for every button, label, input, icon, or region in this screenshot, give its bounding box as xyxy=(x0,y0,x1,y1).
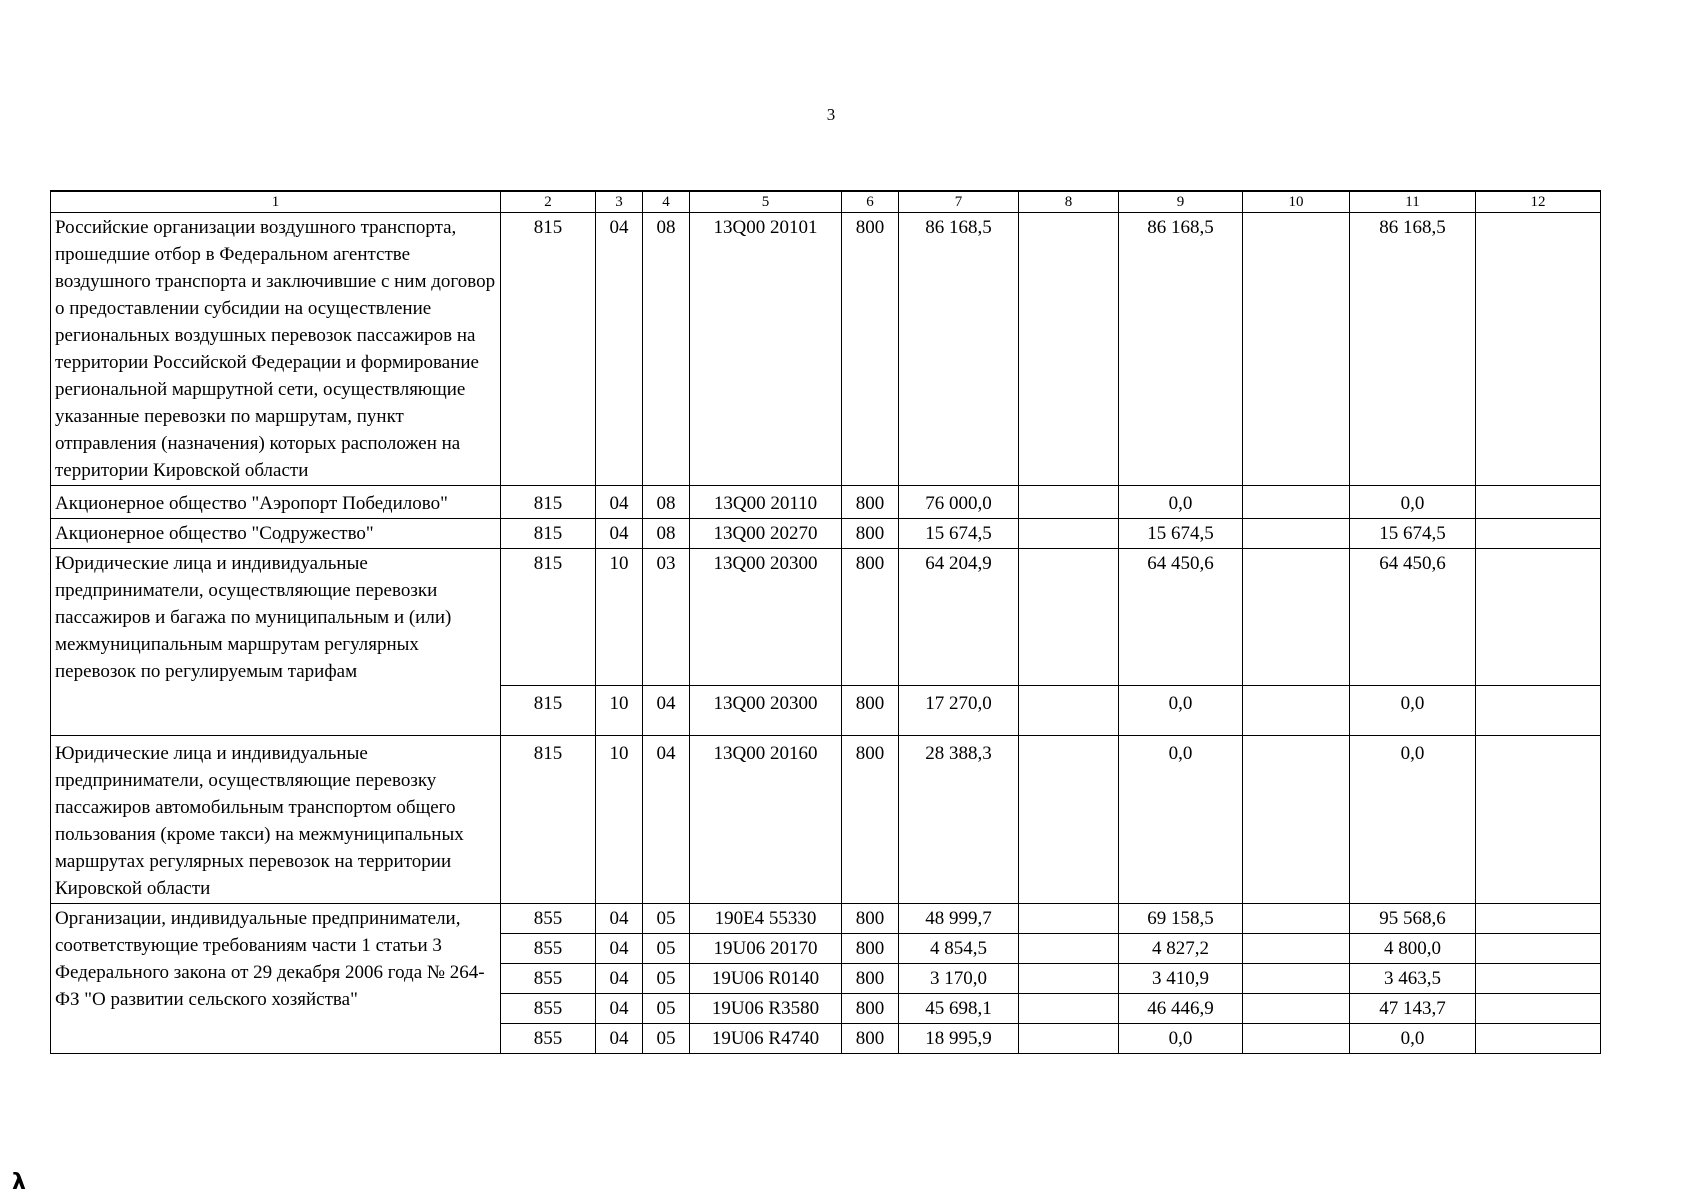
column-number: 8 xyxy=(1019,191,1119,213)
cell-col10 xyxy=(1243,934,1350,964)
cell-col4: 05 xyxy=(643,934,690,964)
column-number: 5 xyxy=(690,191,842,213)
table-row xyxy=(51,519,1601,549)
cell-col3: 10 xyxy=(596,736,643,904)
cell-col2: 815 xyxy=(501,486,596,519)
column-number: 6 xyxy=(842,191,899,213)
cell-col3: 04 xyxy=(596,934,643,964)
cell-col5: 13Q00 20160 xyxy=(690,736,842,904)
cell-col8 xyxy=(1019,486,1119,519)
cell-col7: 48 999,7 xyxy=(899,904,1019,934)
cell-col11: 0,0 xyxy=(1350,686,1476,736)
cell-col11: 4 800,0 xyxy=(1350,934,1476,964)
cell-col12 xyxy=(1476,519,1601,549)
cell-col12 xyxy=(1476,964,1601,994)
cell-col11: 86 168,5 xyxy=(1350,213,1476,486)
cell-col2: 815 xyxy=(501,686,596,736)
cell-col3: 04 xyxy=(596,904,643,934)
cell-col7: 17 270,0 xyxy=(899,686,1019,736)
cell-col7: 86 168,5 xyxy=(899,213,1019,486)
cell-col12 xyxy=(1476,686,1601,736)
cell-col4: 08 xyxy=(643,519,690,549)
cell-col3: 04 xyxy=(596,994,643,1024)
cell-col10 xyxy=(1243,486,1350,519)
column-number: 7 xyxy=(899,191,1019,213)
cell-col9: 46 446,9 xyxy=(1119,994,1243,1024)
cell-col9: 69 158,5 xyxy=(1119,904,1243,934)
cell-col4: 08 xyxy=(643,486,690,519)
column-number-row xyxy=(51,191,1601,213)
cell-col6: 800 xyxy=(842,964,899,994)
column-number: 12 xyxy=(1476,191,1601,213)
column-number: 9 xyxy=(1119,191,1243,213)
column-number: 2 xyxy=(501,191,596,213)
cell-col8 xyxy=(1019,549,1119,686)
cell-col10 xyxy=(1243,736,1350,904)
cell-col12 xyxy=(1476,213,1601,486)
cell-col12 xyxy=(1476,1024,1601,1054)
recipient-name: Организации, индивидуальные предприниматели, соответствующие требованиям части 1 статьи 3 Федерального закона от 29 декабря 2006 года № 264-ФЗ "О развитии сельского хозяйства" xyxy=(51,904,501,1054)
cell-col5: 190E4 55330 xyxy=(690,904,842,934)
cell-col11: 64 450,6 xyxy=(1350,549,1476,686)
cell-col10 xyxy=(1243,519,1350,549)
cell-col4: 05 xyxy=(643,994,690,1024)
cell-col2: 815 xyxy=(501,213,596,486)
cell-col7: 4 854,5 xyxy=(899,934,1019,964)
column-number: 4 xyxy=(643,191,690,213)
cell-col2: 815 xyxy=(501,519,596,549)
cell-col11: 0,0 xyxy=(1350,486,1476,519)
margin-mark: λ xyxy=(12,1170,26,1195)
cell-col5: 13Q00 20101 xyxy=(690,213,842,486)
column-number: 1 xyxy=(51,191,501,213)
column-number: 10 xyxy=(1243,191,1350,213)
cell-col6: 800 xyxy=(842,686,899,736)
cell-col8 xyxy=(1019,686,1119,736)
cell-col10 xyxy=(1243,994,1350,1024)
cell-col12 xyxy=(1476,994,1601,1024)
cell-col6: 800 xyxy=(842,486,899,519)
cell-col10 xyxy=(1243,686,1350,736)
cell-col6: 800 xyxy=(842,1024,899,1054)
cell-col7: 15 674,5 xyxy=(899,519,1019,549)
recipient-name: Акционерное общество "Аэропорт Победилово" xyxy=(51,486,501,519)
cell-col12 xyxy=(1476,486,1601,519)
cell-col9: 15 674,5 xyxy=(1119,519,1243,549)
cell-col9: 64 450,6 xyxy=(1119,549,1243,686)
cell-col8 xyxy=(1019,213,1119,486)
cell-col3: 04 xyxy=(596,1024,643,1054)
cell-col11: 3 463,5 xyxy=(1350,964,1476,994)
cell-col6: 800 xyxy=(842,519,899,549)
cell-col11: 47 143,7 xyxy=(1350,994,1476,1024)
cell-col5: 13Q00 20270 xyxy=(690,519,842,549)
cell-col3: 04 xyxy=(596,486,643,519)
cell-col12 xyxy=(1476,934,1601,964)
cell-col2: 855 xyxy=(501,994,596,1024)
cell-col2: 815 xyxy=(501,549,596,686)
cell-col6: 800 xyxy=(842,736,899,904)
cell-col9: 0,0 xyxy=(1119,686,1243,736)
column-number: 11 xyxy=(1350,191,1476,213)
cell-col5: 19U06 R3580 xyxy=(690,994,842,1024)
cell-col9: 0,0 xyxy=(1119,1024,1243,1054)
cell-col5: 19U06 20170 xyxy=(690,934,842,964)
cell-col5: 13Q00 20300 xyxy=(690,686,842,736)
cell-col4: 04 xyxy=(643,686,690,736)
cell-col7: 18 995,9 xyxy=(899,1024,1019,1054)
cell-col10 xyxy=(1243,904,1350,934)
cell-col3: 04 xyxy=(596,213,643,486)
cell-col8 xyxy=(1019,964,1119,994)
page-number: 3 xyxy=(826,105,836,124)
cell-col10 xyxy=(1243,1024,1350,1054)
cell-col6: 800 xyxy=(842,213,899,486)
cell-col7: 28 388,3 xyxy=(899,736,1019,904)
cell-col3: 04 xyxy=(596,964,643,994)
cell-col4: 08 xyxy=(643,213,690,486)
cell-col8 xyxy=(1019,736,1119,904)
cell-col7: 45 698,1 xyxy=(899,994,1019,1024)
cell-col6: 800 xyxy=(842,549,899,686)
cell-col6: 800 xyxy=(842,994,899,1024)
cell-col7: 3 170,0 xyxy=(899,964,1019,994)
cell-col7: 76 000,0 xyxy=(899,486,1019,519)
cell-col3: 10 xyxy=(596,686,643,736)
cell-col10 xyxy=(1243,964,1350,994)
cell-col5: 13Q00 20300 xyxy=(690,549,842,686)
recipient-name: Российские организации воздушного транспорта, прошедшие отбор в Федеральном агентстве воздушного транспорта и заключившие с ним договор о предоставлении субсидии на осуществление региональных воздушных перевозок пассажиров на территории Российской Федерации и формирование региональной маршрутной сети, осуществляющие указанные перевозки по маршрутам, пункт отправления (назначения) которых расположен на территории Кировской области xyxy=(51,213,501,486)
cell-col6: 800 xyxy=(842,904,899,934)
table-row xyxy=(51,213,1601,486)
cell-col5: 19U06 R0140 xyxy=(690,964,842,994)
cell-col5: 13Q00 20110 xyxy=(690,486,842,519)
budget-table xyxy=(50,190,1601,1054)
cell-col4: 05 xyxy=(643,904,690,934)
cell-col5: 19U06 R4740 xyxy=(690,1024,842,1054)
recipient-name: Акционерное общество "Содружество" xyxy=(51,519,501,549)
cell-col8 xyxy=(1019,519,1119,549)
table-row xyxy=(51,904,1601,934)
cell-col9: 86 168,5 xyxy=(1119,213,1243,486)
cell-col8 xyxy=(1019,994,1119,1024)
cell-col12 xyxy=(1476,904,1601,934)
table-row xyxy=(51,736,1601,904)
cell-col2: 855 xyxy=(501,904,596,934)
cell-col9: 0,0 xyxy=(1119,486,1243,519)
cell-col4: 05 xyxy=(643,1024,690,1054)
cell-col2: 855 xyxy=(501,964,596,994)
cell-col11: 0,0 xyxy=(1350,736,1476,904)
table-row xyxy=(51,549,1601,686)
cell-col2: 855 xyxy=(501,934,596,964)
recipient-name: Юридические лица и индивидуальные предприниматели, осуществляющие перевозки пассажиров и багажа по муниципальным и (или) межмуниципальным маршрутам регулярных перевозок по регулируемым тарифам xyxy=(51,549,501,736)
cell-col10 xyxy=(1243,213,1350,486)
cell-col7: 64 204,9 xyxy=(899,549,1019,686)
cell-col12 xyxy=(1476,736,1601,904)
cell-col8 xyxy=(1019,934,1119,964)
cell-col6: 800 xyxy=(842,934,899,964)
cell-col2: 815 xyxy=(501,736,596,904)
cell-col11: 0,0 xyxy=(1350,1024,1476,1054)
recipient-name: Юридические лица и индивидуальные предприниматели, осуществляющие перевозку пассажиров автомобильным транспортом общего пользования (кроме такси) на межмуниципальных маршрутах регулярных перевозок на территории Кировской области xyxy=(51,736,501,904)
cell-col3: 10 xyxy=(596,549,643,686)
cell-col3: 04 xyxy=(596,519,643,549)
cell-col9: 0,0 xyxy=(1119,736,1243,904)
cell-col12 xyxy=(1476,549,1601,686)
cell-col9: 3 410,9 xyxy=(1119,964,1243,994)
cell-col4: 03 xyxy=(643,549,690,686)
cell-col2: 855 xyxy=(501,1024,596,1054)
cell-col4: 04 xyxy=(643,736,690,904)
table-row xyxy=(51,486,1601,519)
column-number: 3 xyxy=(596,191,643,213)
cell-col4: 05 xyxy=(643,964,690,994)
cell-col9: 4 827,2 xyxy=(1119,934,1243,964)
cell-col8 xyxy=(1019,1024,1119,1054)
cell-col11: 15 674,5 xyxy=(1350,519,1476,549)
cell-col10 xyxy=(1243,549,1350,686)
cell-col8 xyxy=(1019,904,1119,934)
cell-col11: 95 568,6 xyxy=(1350,904,1476,934)
